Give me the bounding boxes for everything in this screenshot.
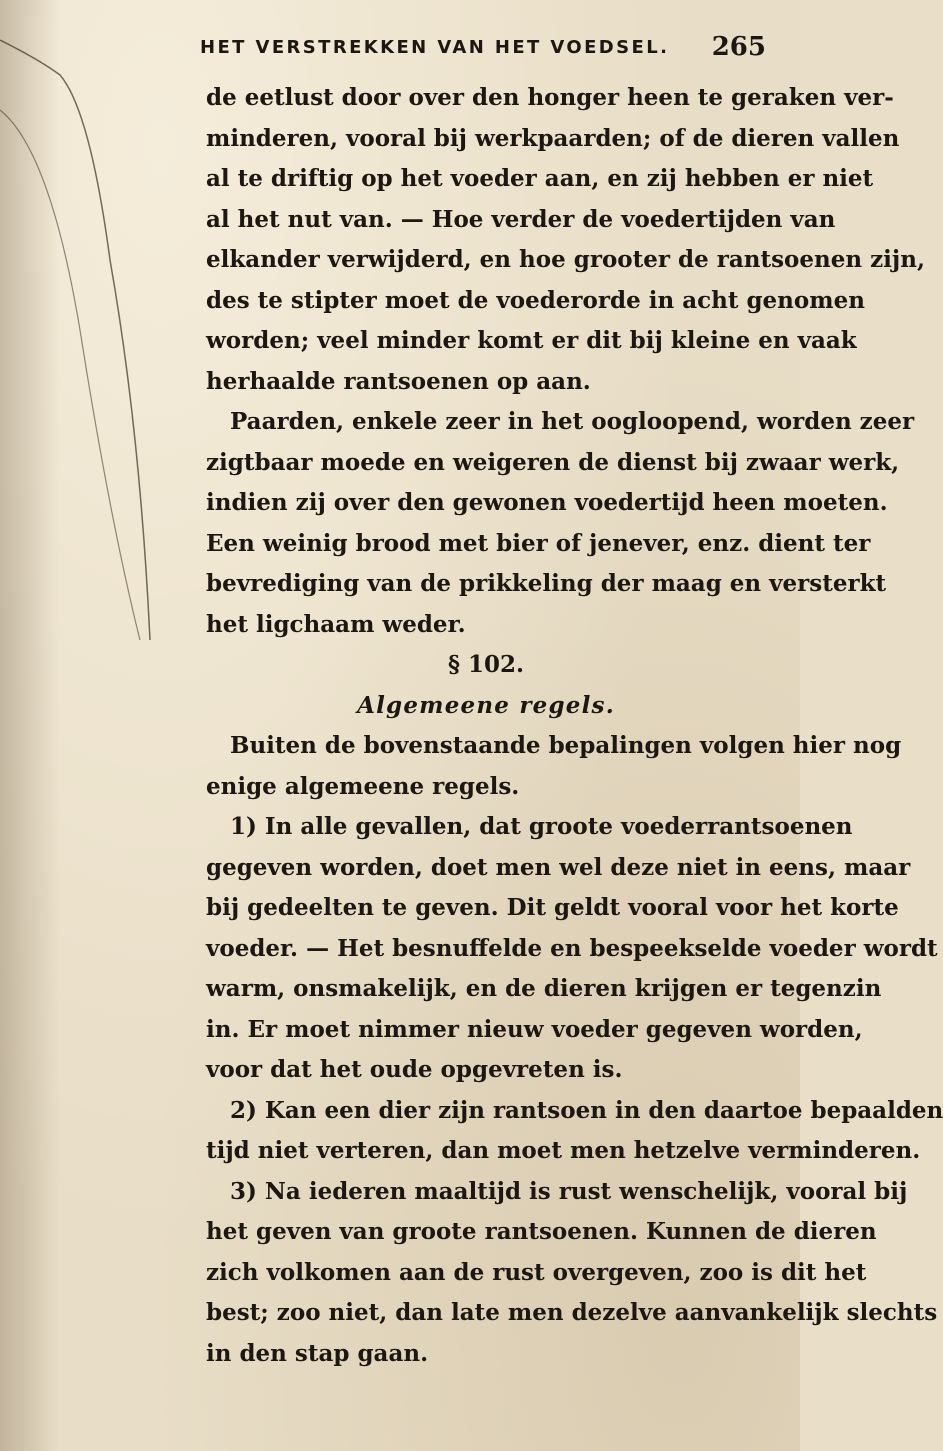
text-line: Een weinig brood met bier of jenever, enz. dient ter — [206, 529, 871, 557]
text-line: voeder. — Het besnuffelde en bespeekselde voeder wordt — [206, 934, 938, 962]
text-line: indien zij over den gewonen voedertijd heen moeten. — [206, 489, 888, 516]
text-line: minderen, vooral bij werkpaarden; of de dieren vallen — [206, 124, 900, 152]
numbered-rule — [206, 807, 938, 1091]
text-line: zigtbaar moede en weigeren de dienst bij zwaar werk, — [206, 448, 900, 476]
text-line: 2) Kan een dier zijn rantsoen in den daartoe bepaalden — [230, 1096, 943, 1124]
text-line: het geven van groote rantsoenen. Kunnen de dieren — [206, 1218, 877, 1245]
text-line: de eetlust door over den honger heen te geraken ver- — [206, 84, 894, 111]
section-number: § 102. — [447, 651, 525, 678]
paragraph — [206, 726, 902, 807]
text-line: enige algemeene regels. — [206, 772, 520, 800]
section-heading: Algemeene regels. — [357, 691, 615, 719]
text-line: tijd niet verteren, dan moet men hetzelve verminderen. — [206, 1137, 921, 1164]
text-line: in den stap gaan. — [206, 1339, 429, 1367]
text-line: het ligchaam weder. — [206, 610, 466, 638]
body-text — [206, 78, 943, 1374]
text-line: warm, onsmakelijk, en de dieren krijgen er tegenzin — [206, 975, 882, 1002]
text-line: al te driftig op het voeder aan, en zij hebben er niet — [206, 165, 874, 192]
text-line: voor dat het oude opgevreten is. — [206, 1056, 623, 1083]
text-line: bij gedeelten te geven. Dit geldt vooral voor het korte — [206, 894, 899, 921]
text-line: best; zoo niet, dan late men dezelve aanvankelijk slechts — [206, 1299, 938, 1326]
text-line: gegeven worden, doet men wel deze niet in eens, maar — [206, 853, 911, 881]
running-head-title: HET VERSTREKKEN VAN HET VOEDSEL. — [200, 36, 670, 58]
text-line: des te stipter moet de voederorde in acht genomen — [206, 286, 865, 314]
paragraph — [206, 78, 925, 402]
text-line: 3) Na iederen maaltijd is rust wenschelijk, vooral bij — [230, 1177, 908, 1205]
text-line: zich volkomen aan de rust overgeven, zoo is dit het — [206, 1258, 867, 1286]
page-number: 265 — [711, 32, 766, 62]
text-line: 1) In alle gevallen, dat groote voederrantsoenen — [230, 813, 853, 840]
text-line: elkander verwijderd, en hoe grooter de rantsoenen zijn, — [206, 246, 925, 273]
text-line: bevrediging van de prikkeling der maag en versterkt — [206, 570, 887, 597]
text-line: herhaalde rantsoenen op aan. — [206, 367, 591, 395]
numbered-rule — [206, 1091, 943, 1172]
text-line: in. Er moet nimmer nieuw voeder gegeven worden, — [206, 1015, 863, 1043]
text-line: worden; veel minder komt er dit bij kleine en vaak — [206, 327, 857, 354]
text-line: al het nut van. — Hoe verder de voedertijden van — [206, 205, 836, 233]
running-head — [200, 30, 766, 64]
text-line: Buiten de bovenstaande bepalingen volgen hier nog — [230, 732, 902, 759]
paragraph — [206, 402, 915, 645]
text-line: Paarden, enkele zeer in het oogloopend, worden zeer — [230, 408, 915, 435]
numbered-rule — [206, 1172, 938, 1375]
